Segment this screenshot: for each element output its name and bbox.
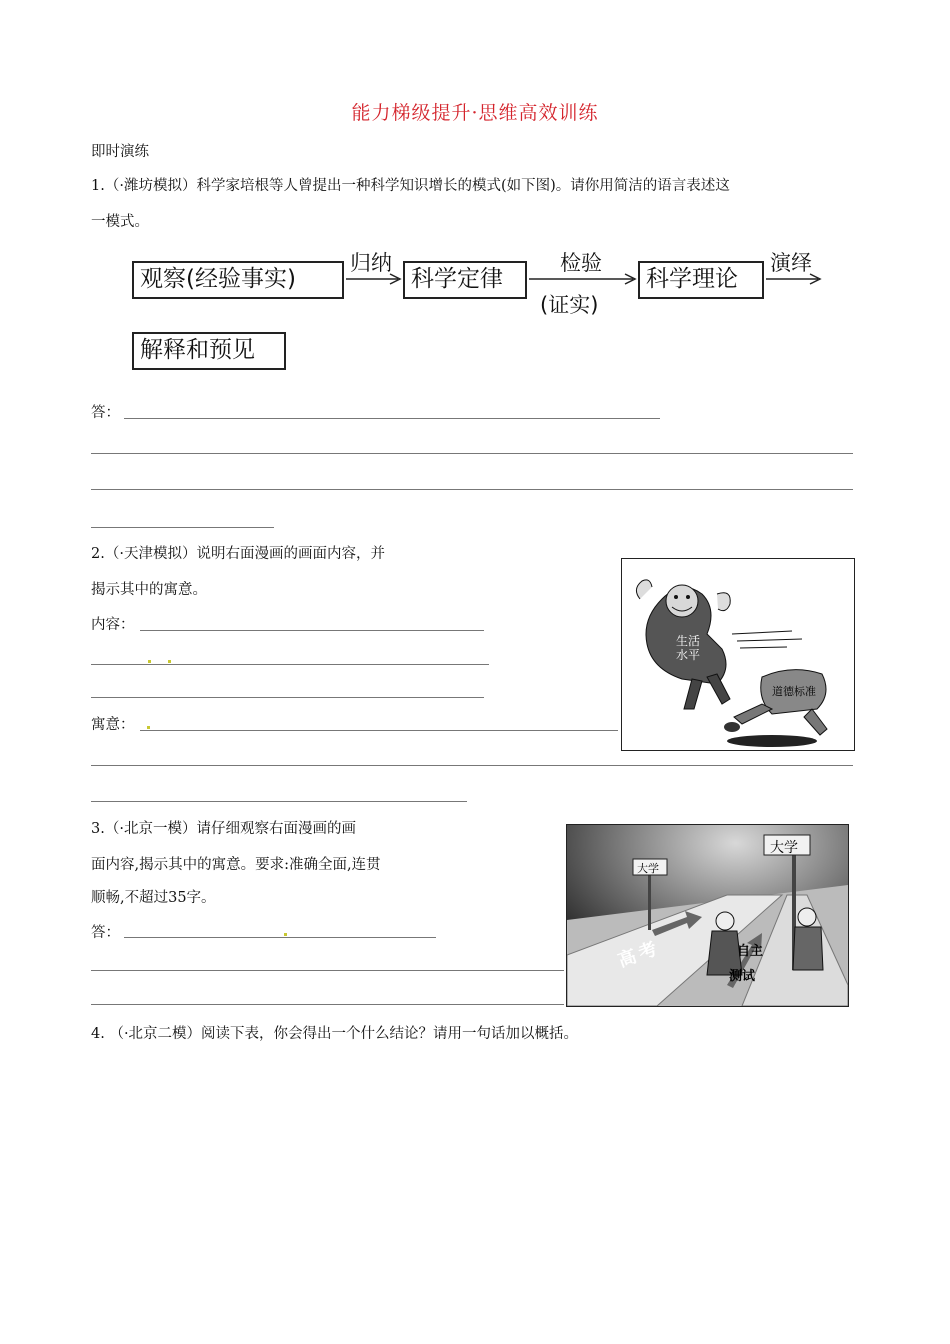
q1-text-line1: 1.（·潍坊模拟）科学家培根等人曾提出一种科学知识增长的模式(如下图)。请你用简洁的语言表述这 [91, 178, 730, 194]
sign-left: 大学 [637, 862, 659, 875]
road-label-zizhu: 自主 [737, 944, 764, 959]
section-heading: 即时演练 [91, 144, 149, 160]
q3-answer-line-1[interactable] [124, 937, 436, 938]
q3-text-line3: 顺畅,不超过35字。 [91, 890, 216, 906]
cartoon-label-living [674, 633, 702, 663]
q3-answer-line-2[interactable] [91, 970, 564, 971]
diagram-box-theory: 科学理论 [638, 261, 764, 299]
q1-answer-line-1[interactable] [124, 418, 660, 419]
cartoon-label-morality: 道德标准 [772, 685, 816, 698]
q1-answer-label: 答： [91, 405, 120, 421]
road-label-gaokao: 高考 [615, 937, 664, 972]
marker-dot [147, 726, 150, 729]
q2-content-label: 内容： [91, 617, 135, 633]
diagram-arrow3-label: 演绎 [770, 251, 812, 275]
q2-content-line-2[interactable] [91, 664, 489, 665]
diagram-arrow1-label: 归纳 [350, 251, 392, 275]
q3-text-line2: 面内容,揭示其中的寓意。要求:准确全面,连贯 [91, 857, 381, 873]
marker-dot [284, 933, 287, 936]
q4-text: 4. （·北京二模）阅读下表，你会得出一个什么结论？请用一句话加以概括。 [91, 1026, 579, 1042]
diagram-box-prediction: 解释和预见 [132, 332, 286, 370]
cartoon-label-living-2: 水平 [676, 648, 701, 662]
q1-answer-line-3[interactable] [91, 489, 853, 490]
road-label-ceshi: 测试 [729, 969, 756, 984]
q3-text-line1: 3.（·北京一模）请仔细观察右面漫画的画 [91, 821, 356, 837]
q2-text-line1: 2.（·天津模拟）说明右面漫画的画面内容，并 [91, 546, 385, 562]
q3-answer-line-3[interactable] [91, 1004, 564, 1005]
q1-answer-line-4[interactable] [91, 527, 274, 528]
diagram-arrow3 [764, 272, 824, 286]
q1-text-line2: 一模式。 [91, 214, 149, 230]
q2-meaning-line-1[interactable] [140, 730, 618, 731]
cartoon-college-entrance [566, 824, 849, 1007]
q2-content-line-3[interactable] [91, 697, 484, 698]
q2-text-line2: 揭示其中的寓意。 [91, 582, 207, 598]
q3-answer-label: 答： [91, 925, 120, 941]
page-title: 能力梯级提升·思维高效训练 [351, 102, 599, 124]
q1-answer-line-2[interactable] [91, 453, 853, 454]
diagram-arrow1 [344, 272, 404, 286]
marker-dot [168, 660, 171, 663]
sign-right: 大学 [770, 840, 798, 856]
marker-dot [148, 660, 151, 663]
q2-meaning-line-2[interactable] [91, 765, 853, 766]
q2-content-line-1[interactable] [140, 630, 484, 631]
diagram-box-observation: 观察(经验事实) [132, 261, 344, 299]
diagram-box-law: 科学定律 [403, 261, 527, 299]
cartoon-living-standard [621, 558, 855, 751]
diagram-arrow2-label-bottom: (证实) [540, 293, 599, 317]
cartoon-drawing [622, 559, 854, 750]
cartoon-drawing-2 [567, 825, 848, 1006]
cartoon-label-living-1: 生活 [676, 634, 701, 648]
q2-meaning-label: 寓意： [91, 717, 135, 733]
diagram-arrow2 [527, 272, 639, 286]
q2-meaning-line-3[interactable] [91, 801, 467, 802]
diagram-arrow2-label-top: 检验 [560, 251, 602, 275]
